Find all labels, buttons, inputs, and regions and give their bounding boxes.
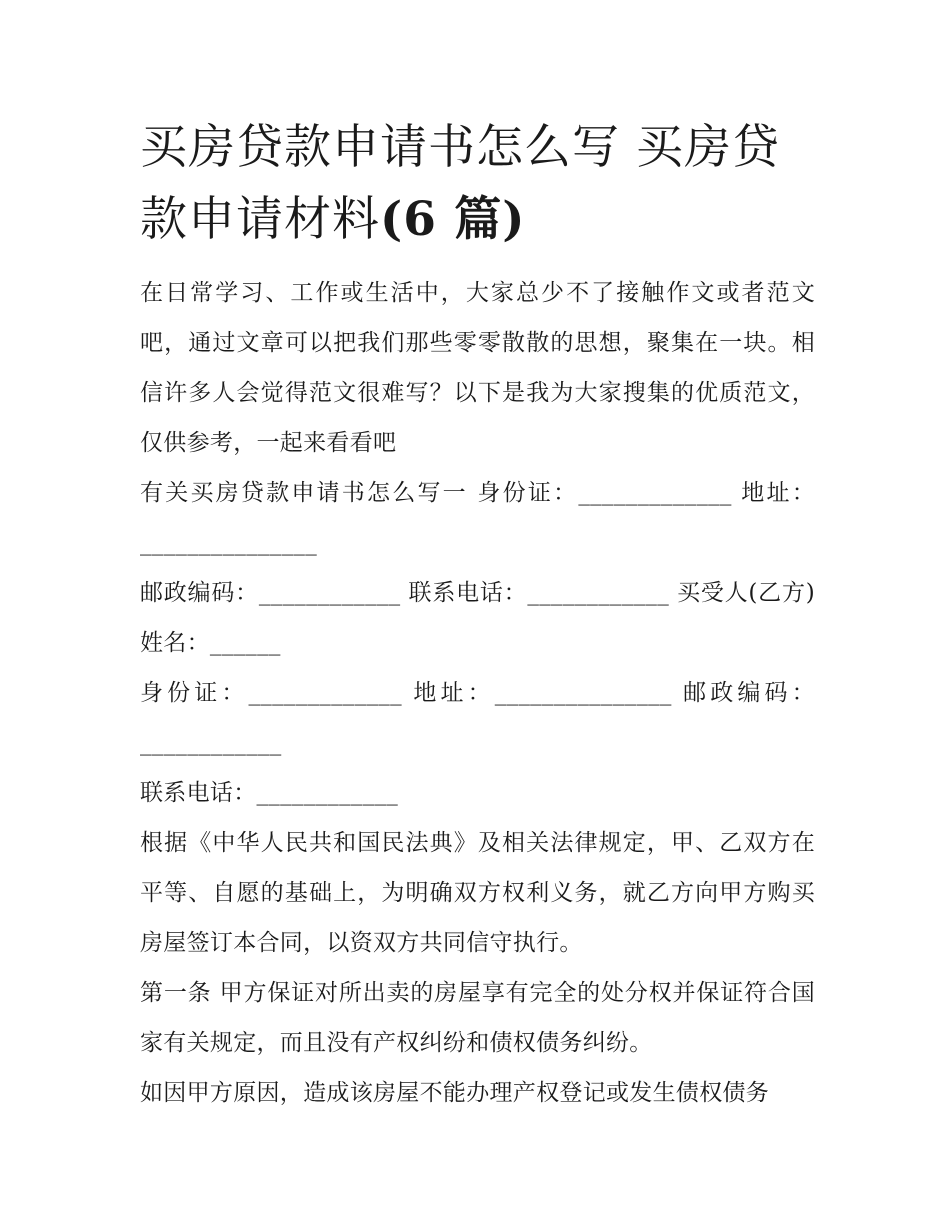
contract-basis-paragraph: 根据《中华人民共和国民法典》及相关法律规定，甲、乙双方在平等、自愿的基础上，为明确双方权利义务，就乙方向甲方购买房屋签订本合同，以资双方共同信守执行。 [140, 830, 815, 956]
buyer-id-address-postcode-line: 身份证：_____________ 地址：_______________ 邮政编码：____________ [140, 680, 815, 756]
title-line-1: 买房贷款申请书怎么写 买房贷 [140, 120, 780, 175]
document-page [140, 112, 815, 1118]
document-title [140, 112, 815, 256]
seller-fault-paragraph: 如因甲方原因，造成该房屋不能办理产权登记或发生债权债务 [140, 1080, 770, 1106]
title-line-2-prefix: 款申请材料 [140, 192, 380, 247]
seller-id-address-line: 有关买房贷款申请书怎么写一 身份证：_____________ 地址：_______________ [140, 480, 815, 556]
buyer-phone-line: 联系电话：____________ [140, 780, 399, 806]
seller-postcode-phone-buyer-line: 邮政编码：____________ 联系电话：____________ 买受人(乙方)姓名：______ [140, 580, 815, 656]
title-line-2-suffix: (6 篇) [380, 192, 526, 247]
article-one-paragraph: 第一条 甲方保证对所出卖的房屋享有完全的处分权并保证符合国家有关规定，而且没有产权纠纷和债权债务纠纷。 [140, 980, 815, 1056]
intro-paragraph: 在日常学习、工作或生活中，大家总少不了接触作文或者范文吧，通过文章可以把我们那些零零散散的思想，聚集在一块。相信许多人会觉得范文很难写？以下是我为大家搜集的优质范文，仅供参考，一起来看看吧 [140, 280, 815, 456]
